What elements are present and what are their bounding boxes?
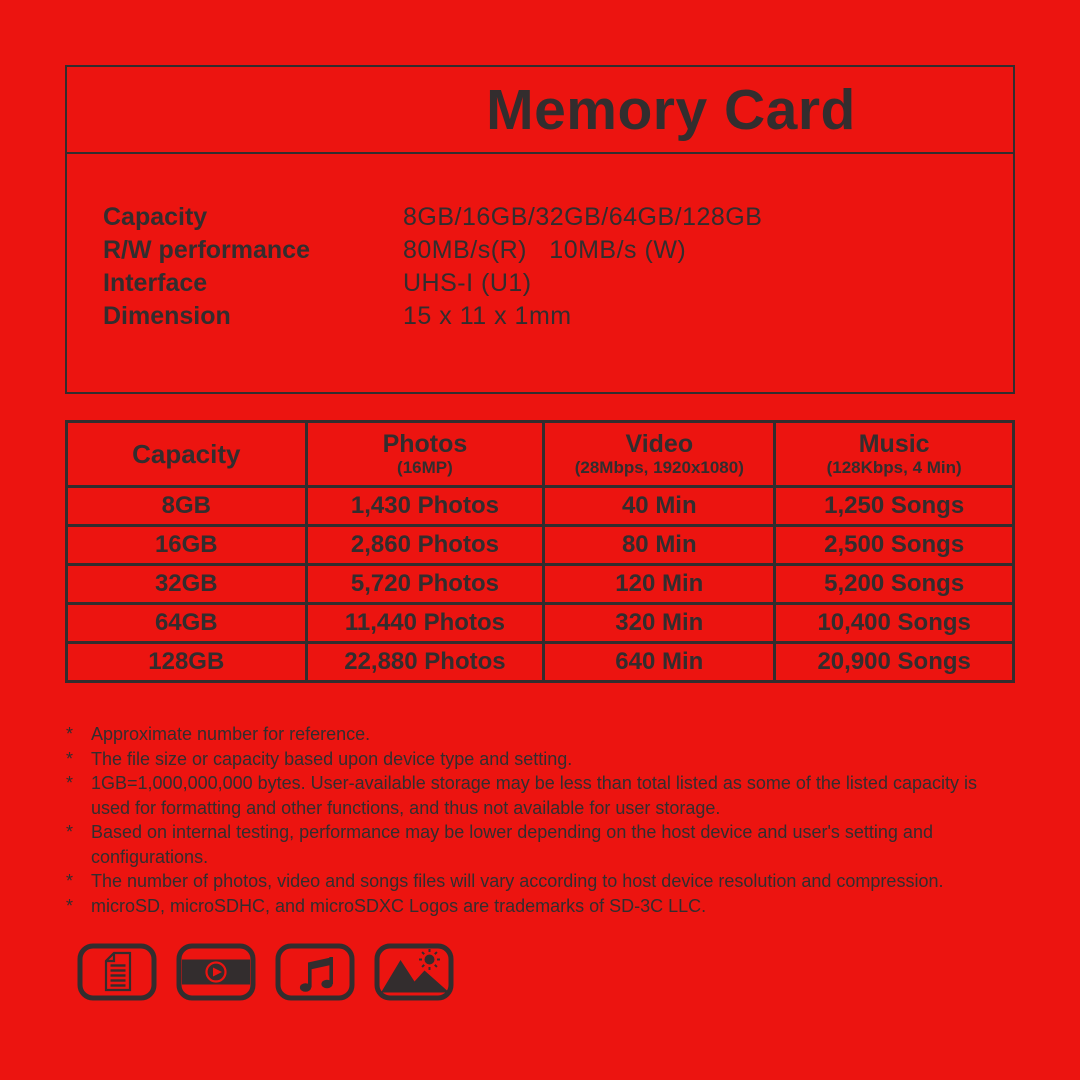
- table-header-row: [67, 422, 1014, 487]
- spec-row-dimension: [103, 300, 1013, 333]
- footnote-item: [66, 771, 1012, 820]
- spec-row-rw-performance: [103, 234, 1013, 267]
- table-cell: 120 Min: [544, 565, 775, 604]
- document-icon: [77, 943, 157, 1001]
- music-icon: [275, 943, 355, 1001]
- footnote-text: microSD, microSDHC, and microSDXC Logos are trademarks of SD-3C LLC.: [91, 895, 707, 916]
- asterisk-marker: *: [66, 773, 74, 793]
- footnote-text: Approximate number for reference.: [91, 724, 371, 744]
- spec-label: Dimension: [103, 302, 231, 330]
- table-cell: 10,400 Songs: [775, 604, 1014, 643]
- asterisk-marker: *: [66, 724, 74, 744]
- asterisk-marker: *: [66, 748, 74, 769]
- spec-label: Interface: [103, 269, 208, 297]
- table-cell: 64GB: [67, 604, 307, 643]
- table-cell: 5,720 Photos: [306, 565, 544, 604]
- spec-value: UHS-I (U1): [403, 269, 532, 297]
- page-title: Memory Card: [486, 77, 856, 142]
- table-cell: 128GB: [67, 643, 307, 682]
- footnote-text: 1GB=1,000,000,000 bytes. User-available storage may be less than total listed as some of the listed capacity is used for formatting and other functions, and thus not available for user storage.: [91, 773, 977, 818]
- table-row: [67, 565, 1014, 604]
- table-cell: 40 Min: [544, 487, 775, 526]
- table-row: [67, 604, 1014, 643]
- table-cell: 2,500 Songs: [775, 526, 1014, 565]
- footnote-item: [66, 747, 1012, 772]
- asterisk-marker: *: [66, 895, 74, 916]
- asterisk-marker: *: [66, 822, 74, 842]
- title-box: [65, 65, 1015, 154]
- table-cell: 1,250 Songs: [775, 487, 1014, 526]
- asterisk-marker: *: [66, 871, 74, 891]
- table-header-music: Music (128Kbps, 4 Min): [775, 422, 1014, 487]
- video-icon: [176, 943, 256, 1001]
- spec-label: R/W performance: [103, 236, 310, 264]
- table-cell: 11,440 Photos: [306, 604, 544, 643]
- table-row: [67, 643, 1014, 682]
- footnote-item: [66, 894, 1012, 919]
- table-cell: 8GB: [67, 487, 307, 526]
- footnote-text: The number of photos, video and songs files will vary according to host device resolution and compression.: [91, 871, 944, 891]
- spec-label: Capacity: [103, 203, 208, 231]
- spec-value: 8GB/16GB/32GB/64GB/128GB: [403, 203, 763, 231]
- table-cell: 2,860 Photos: [306, 526, 544, 565]
- table-cell: 80 Min: [544, 526, 775, 565]
- footnote-text: The file size or capacity based upon device type and setting.: [91, 748, 573, 769]
- footnote-item: [66, 820, 1012, 869]
- table-cell: 20,900 Songs: [775, 643, 1014, 682]
- table-header-photos: Photos (16MP): [306, 422, 544, 487]
- table-cell: 320 Min: [544, 604, 775, 643]
- table-cell: 22,880 Photos: [306, 643, 544, 682]
- table-cell: 16GB: [67, 526, 307, 565]
- footnotes: [66, 722, 1012, 918]
- image-icon: [374, 943, 454, 1001]
- spec-value: 15 x 11 x 1mm: [403, 302, 572, 330]
- table-row: [67, 526, 1014, 565]
- table-header-capacity: Capacity: [67, 422, 307, 487]
- footnote-item: [66, 869, 1012, 894]
- capacity-table: [65, 420, 1015, 683]
- footnote-item: [66, 722, 1012, 747]
- table-cell: 1,430 Photos: [306, 487, 544, 526]
- table-header-video: Video (28Mbps, 1920x1080): [544, 422, 775, 487]
- footnote-text: Based on internal testing, performance may be lower depending on the host device and user's setting and configurations.: [91, 822, 933, 867]
- spec-row-interface: [103, 267, 1013, 300]
- table-cell: 32GB: [67, 565, 307, 604]
- spec-row-capacity: [103, 201, 1013, 234]
- spec-value: 80MB/s(R) 10MB/s (W): [403, 236, 687, 264]
- table-row: [67, 487, 1014, 526]
- table-cell: 5,200 Songs: [775, 565, 1014, 604]
- specs-panel: [65, 152, 1015, 394]
- table-cell: 640 Min: [544, 643, 775, 682]
- media-icon-row: [77, 943, 454, 1001]
